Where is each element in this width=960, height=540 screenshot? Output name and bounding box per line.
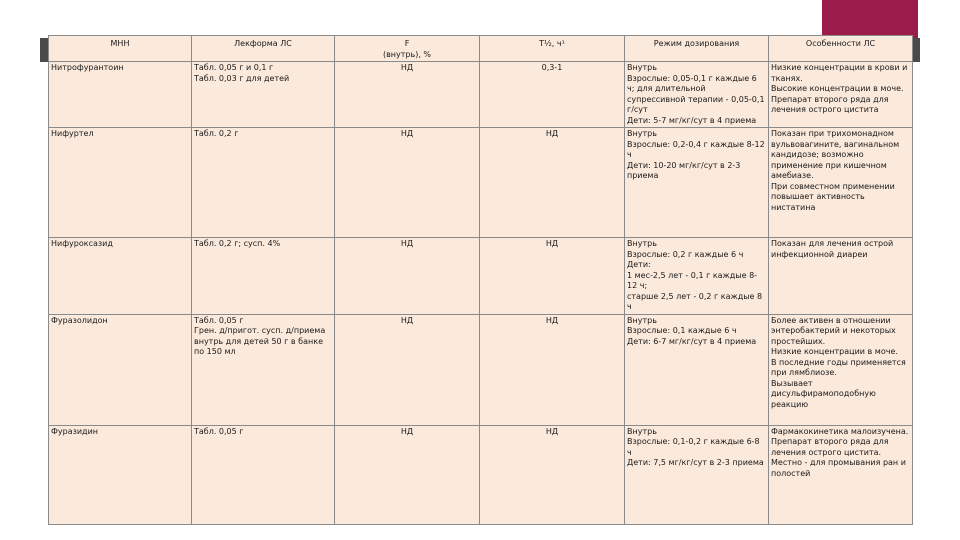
cell-mnn: Нифуртел <box>49 128 192 238</box>
cell-dosage-form: Табл. 0,05 г и 0,1 г Табл. 0,03 г для детей <box>192 62 335 128</box>
cell-bioavailability: НД <box>335 314 480 425</box>
header-dosing-regimen: Режим дозирования <box>625 36 769 62</box>
right-decor-bar <box>912 38 920 62</box>
table-row <box>49 425 913 524</box>
header-dosage-form: Лекформа ЛС <box>192 36 335 62</box>
cell-mnn: Нитрофурантоин <box>49 62 192 128</box>
cell-dosing-regimen: Внутрь Взрослые: 0,05-0,1 г каждые 6 ч; для длительной супрессивной терапии - 0,05-0,1 г/сут Дети: 5-7 мг/кг/сут в 4 приема <box>625 62 769 128</box>
cell-drug-features: Более активен в отношении энтеробактерий и некоторых простейших. Низкие концентрации в моче. В последние годы применяется при лямблиозе. Вызывает дисульфирамоподобную реакцию <box>769 314 913 425</box>
cell-drug-features: Показан при трихомонадном вульвовагините, вагинальном кандидозе; возможно применение при кишечном амебиазе. При совместном применении повышает активность нистатина <box>769 128 913 238</box>
cell-dosing-regimen: Внутрь Взрослые: 0,1 каждые 6 ч Дети: 6-7 мг/кг/сут в 4 приема <box>625 314 769 425</box>
cell-dosage-form: Табл. 0,2 г; сусп. 4% <box>192 238 335 315</box>
header-drug-features: Особенности ЛС <box>769 36 913 62</box>
cell-bioavailability: НД <box>335 238 480 315</box>
table-row <box>49 314 913 425</box>
cell-bioavailability: НД <box>335 62 480 128</box>
header-bioavailability: F (внутрь), % <box>335 36 480 62</box>
table-row <box>49 128 913 238</box>
cell-drug-features: Показан для лечения острой инфекционной диареи <box>769 238 913 315</box>
cell-half-life: НД <box>480 314 625 425</box>
cell-half-life: НД <box>480 425 625 524</box>
header-half-life: T½, ч¹ <box>480 36 625 62</box>
cell-half-life: НД <box>480 238 625 315</box>
cell-dosage-form: Табл. 0,05 г Грен. д/пригот. сусп. д/приема внутрь для детей 50 г в банке по 150 мл <box>192 314 335 425</box>
table-row <box>49 238 913 315</box>
accent-bar <box>822 0 918 38</box>
cell-dosage-form: Табл. 0,2 г <box>192 128 335 238</box>
cell-drug-features: Фармакокинетика малоизучена. Препарат второго ряда для лечения острого цистита. Местно - для промывания ран и полостей <box>769 425 913 524</box>
nitrofuran-drug-table <box>48 35 913 525</box>
cell-dosage-form: Табл. 0,05 г <box>192 425 335 524</box>
cell-mnn: Фуразидин <box>49 425 192 524</box>
table-row <box>49 62 913 128</box>
left-decor-bar <box>40 38 48 62</box>
table-header-row <box>49 36 913 62</box>
cell-bioavailability: НД <box>335 128 480 238</box>
cell-dosing-regimen: Внутрь Взрослые: 0,1-0,2 г каждые 6-8 ч Дети: 7,5 мг/кг/сут в 2-3 приема <box>625 425 769 524</box>
cell-drug-features: Низкие концентрации в крови и тканях. Высокие концентрации в моче. Препарат второго ряда для лечения острого цистита <box>769 62 913 128</box>
header-mnn: МНН <box>49 36 192 62</box>
cell-half-life: НД <box>480 128 625 238</box>
cell-half-life: 0,3-1 <box>480 62 625 128</box>
cell-dosing-regimen: Внутрь Взрослые: 0,2 г каждые 6 ч Дети: 1 мес-2,5 лет - 0,1 г каждые 8-12 ч; старше 2,5 лет - 0,2 г каждые 8 ч <box>625 238 769 315</box>
cell-mnn: Нифуроксазид <box>49 238 192 315</box>
cell-bioavailability: НД <box>335 425 480 524</box>
cell-mnn: Фуразолидон <box>49 314 192 425</box>
cell-dosing-regimen: Внутрь Взрослые: 0,2-0,4 г каждые 8-12 ч Дети: 10-20 мг/кг/сут в 2-3 приема <box>625 128 769 238</box>
